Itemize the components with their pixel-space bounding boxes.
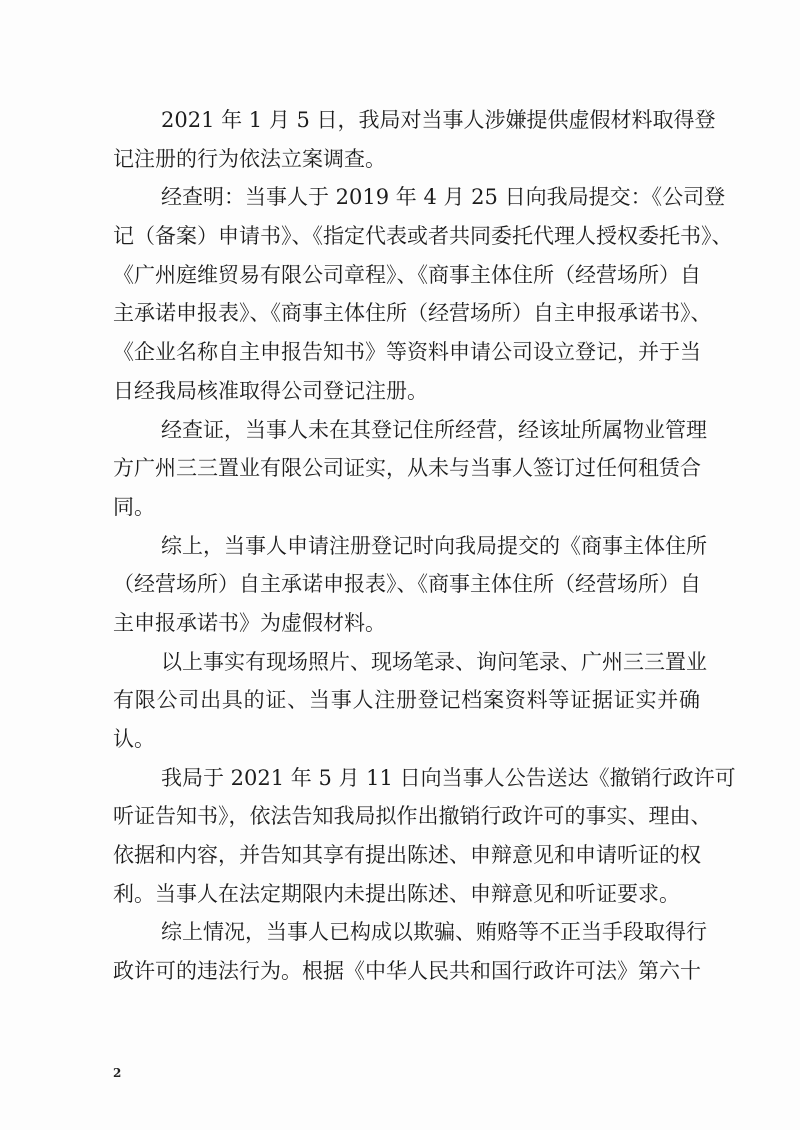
text-line: 政许可的违法行为。根据《中华人民共和国行政许可法》第六十: [113, 959, 701, 984]
text-line: 有限公司出具的证、当事人注册登记档案资料等证据证实并确: [113, 688, 700, 713]
text-line: 主承诺申报表》、《商事主体住所（经营场所）自主申报承诺书》、: [113, 301, 712, 326]
text-line: 记（备案）申请书》、《指定代表或者共同委托代理人授权委托书》、: [113, 224, 733, 249]
page-number: 2: [113, 1066, 122, 1080]
text-line: 综上，当事人申请注册登记时向我局提交的《商事主体住所: [161, 533, 707, 558]
text-line: 主申报承诺书》为虚假材料。: [113, 610, 386, 635]
text-line: 经查证，当事人未在其登记住所经营，经该址所属物业管理: [161, 417, 707, 442]
text-line: 《广州庭维贸易有限公司章程》、《商事主体住所（经营场所）自: [113, 262, 701, 287]
text-line: 以上事实有现场照片、现场笔录、询问笔录、广州三三置业: [161, 649, 707, 674]
text-line: 2021 年 1 月 5 日，我局对当事人涉嫌提供虚假材料取得登: [161, 108, 716, 132]
document-body: [113, 101, 736, 991]
text-line: 听证告知书》，依法告知我局拟作出撤销行政许可的事实、理由、: [113, 804, 712, 829]
text-line: 《企业名称自主申报告知书》等资料申请公司设立登记，并于当: [113, 340, 701, 365]
text-line: 依据和内容，并告知其享有提出陈述、申辩意见和申请听证的权: [113, 843, 701, 868]
text-line: 经查明：当事人于 2019 年 4 月 25 日向我局提交：《公司登: [161, 185, 726, 210]
text-line: 方广州三三置业有限公司证实，从未与当事人签订过任何租赁合: [113, 456, 701, 481]
text-line: 记注册的行为依法立案调查。: [113, 146, 386, 171]
text-line: 认。: [113, 727, 155, 751]
text-line: 综上情况，当事人已构成以欺骗、贿赂等不正当手段取得行: [161, 920, 707, 945]
text-line: 日经我局核准取得公司登记注册。: [113, 378, 428, 403]
text-line: 利。当事人在法定期限内未提出陈述、申辩意见和听证要求。: [113, 881, 680, 906]
text-line: 我局于 2021 年 5 月 11 日向当事人公告送达《撤销行政许可: [161, 765, 736, 790]
text-line: 同。: [113, 494, 155, 519]
text-line: （经营场所）自主承诺申报表》、《商事主体住所（经营场所）自: [113, 572, 701, 597]
